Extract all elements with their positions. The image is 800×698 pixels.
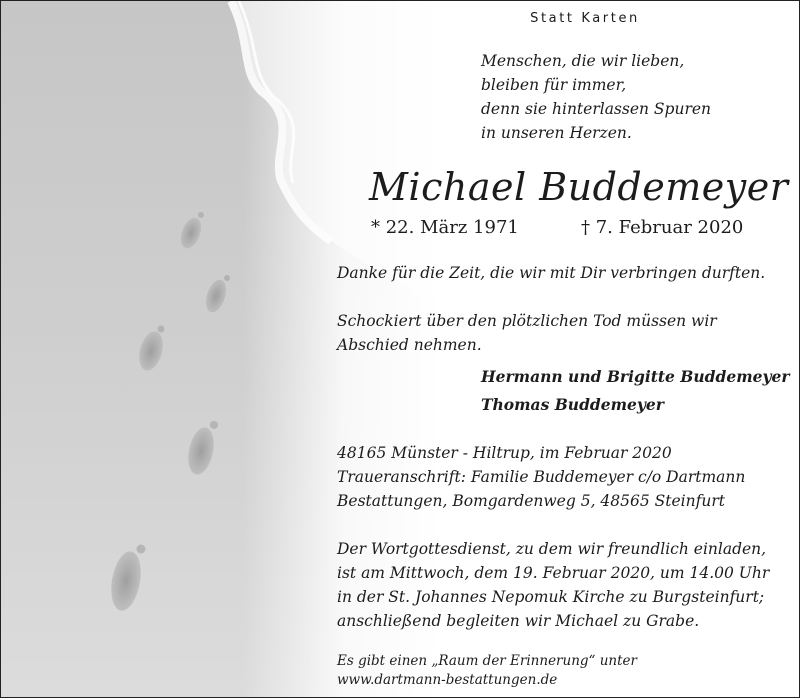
address-line: Traueranschrift: Familie Buddemeyer c/o Dartmann: [337, 468, 746, 486]
mourner-name: Thomas Buddemeyer: [481, 395, 664, 414]
address-line: Bestattungen, Bomgardenweg 5, 48565 Steinfurt: [337, 492, 725, 510]
deceased-name: Michael Buddemeyer: [369, 165, 789, 209]
poem: [331, 49, 793, 145]
shock-text: [337, 309, 787, 357]
poem-line: bleiben für immer,: [481, 76, 627, 94]
service-block: [337, 537, 787, 633]
service-line: anschließend begleiten wir Michael zu Grabe.: [337, 612, 700, 630]
thanks-text: Danke für die Zeit, die wir mit Dir verbringen durften.: [337, 264, 766, 282]
service-line: in der St. Johannes Nepomuk Kirche zu Burgsteinfurt;: [337, 588, 765, 606]
death-date: † 7. Februar 2020: [581, 217, 744, 238]
mourner-name: Hermann und Brigitte Buddemeyer: [481, 367, 790, 386]
birth-date: * 22. März 1971: [371, 217, 519, 238]
obituary-text: [331, 1, 793, 697]
service-line: ist am Mittwoch, dem 19. Februar 2020, um 14.00 Uhr: [337, 564, 770, 582]
poem-line: in unseren Herzen.: [481, 124, 632, 142]
poem-line: Menschen, die wir lieben,: [481, 52, 685, 70]
service-line: Der Wortgottesdienst, zu dem wir freundlich einladen,: [337, 540, 767, 558]
memorial-notice: Es gibt einen „Raum der Erinnerung“ unter: [337, 653, 637, 669]
header-label: Statt Karten: [530, 11, 640, 26]
poem-line: denn sie hinterlassen Spuren: [481, 100, 712, 118]
address-block: [337, 441, 787, 513]
shock-line: Schockiert über den plötzlichen Tod müssen wir: [337, 312, 717, 330]
shock-line: Abschied nehmen.: [337, 336, 482, 354]
address-line: 48165 Münster - Hiltrup, im Februar 2020: [337, 444, 672, 462]
memorial-url-link[interactable]: www.dartmann-bestattungen.de: [337, 672, 558, 688]
